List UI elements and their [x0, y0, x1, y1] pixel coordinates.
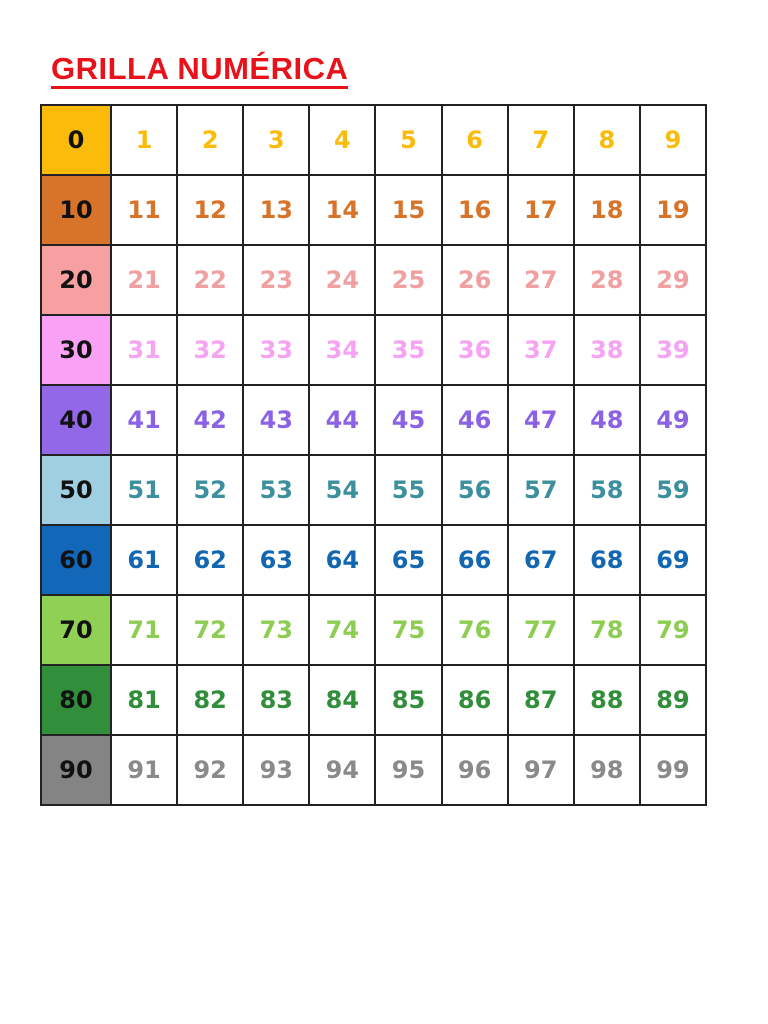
number-cell: 64 — [310, 526, 376, 596]
number-cell: 22 — [178, 246, 244, 316]
number-cell: 61 — [112, 526, 178, 596]
number-cell: 55 — [376, 456, 442, 526]
number-cell: 2 — [178, 106, 244, 176]
number-cell: 94 — [310, 736, 376, 806]
number-cell: 5 — [376, 106, 442, 176]
number-cell: 74 — [310, 596, 376, 666]
number-cell: 32 — [178, 316, 244, 386]
number-cell: 27 — [509, 246, 575, 316]
number-cell: 39 — [641, 316, 707, 386]
number-cell: 76 — [443, 596, 509, 666]
number-cell: 4 — [310, 106, 376, 176]
number-cell: 86 — [443, 666, 509, 736]
number-cell: 72 — [178, 596, 244, 666]
number-cell: 69 — [641, 526, 707, 596]
number-cell: 71 — [112, 596, 178, 666]
number-cell: 1 — [112, 106, 178, 176]
number-cell: 37 — [509, 316, 575, 386]
number-cell: 8 — [575, 106, 641, 176]
number-cell: 12 — [178, 176, 244, 246]
row-header-cell: 60 — [42, 526, 112, 596]
number-cell: 49 — [641, 386, 707, 456]
number-cell: 13 — [244, 176, 310, 246]
number-cell: 35 — [376, 316, 442, 386]
row-header-cell: 40 — [42, 386, 112, 456]
number-cell: 99 — [641, 736, 707, 806]
page-title: GRILLA NUMÉRICA — [51, 52, 348, 89]
number-cell: 82 — [178, 666, 244, 736]
number-cell: 47 — [509, 386, 575, 456]
number-cell: 79 — [641, 596, 707, 666]
number-cell: 14 — [310, 176, 376, 246]
number-cell: 18 — [575, 176, 641, 246]
row-header-cell: 50 — [42, 456, 112, 526]
number-cell: 21 — [112, 246, 178, 316]
row-header-cell: 0 — [42, 106, 112, 176]
number-grid — [40, 104, 707, 806]
number-cell: 63 — [244, 526, 310, 596]
number-cell: 59 — [641, 456, 707, 526]
number-cell: 41 — [112, 386, 178, 456]
number-cell: 38 — [575, 316, 641, 386]
row-header-cell: 30 — [42, 316, 112, 386]
number-cell: 96 — [443, 736, 509, 806]
number-cell: 25 — [376, 246, 442, 316]
number-cell: 84 — [310, 666, 376, 736]
number-cell: 85 — [376, 666, 442, 736]
number-cell: 28 — [575, 246, 641, 316]
number-cell: 75 — [376, 596, 442, 666]
row-header-cell: 70 — [42, 596, 112, 666]
number-cell: 67 — [509, 526, 575, 596]
number-cell: 43 — [244, 386, 310, 456]
number-cell: 23 — [244, 246, 310, 316]
number-cell: 73 — [244, 596, 310, 666]
number-cell: 58 — [575, 456, 641, 526]
number-cell: 97 — [509, 736, 575, 806]
number-cell: 52 — [178, 456, 244, 526]
row-header-cell: 90 — [42, 736, 112, 806]
number-cell: 48 — [575, 386, 641, 456]
number-cell: 36 — [443, 316, 509, 386]
number-cell: 15 — [376, 176, 442, 246]
number-cell: 26 — [443, 246, 509, 316]
row-header-cell: 10 — [42, 176, 112, 246]
number-cell: 46 — [443, 386, 509, 456]
number-cell: 19 — [641, 176, 707, 246]
number-cell: 17 — [509, 176, 575, 246]
number-cell: 33 — [244, 316, 310, 386]
number-cell: 95 — [376, 736, 442, 806]
number-cell: 29 — [641, 246, 707, 316]
number-cell: 66 — [443, 526, 509, 596]
row-header-cell: 20 — [42, 246, 112, 316]
number-cell: 6 — [443, 106, 509, 176]
number-cell: 56 — [443, 456, 509, 526]
number-cell: 62 — [178, 526, 244, 596]
number-cell: 98 — [575, 736, 641, 806]
number-cell: 24 — [310, 246, 376, 316]
number-cell: 44 — [310, 386, 376, 456]
number-cell: 68 — [575, 526, 641, 596]
number-cell: 57 — [509, 456, 575, 526]
number-cell: 9 — [641, 106, 707, 176]
number-cell: 77 — [509, 596, 575, 666]
number-cell: 54 — [310, 456, 376, 526]
number-cell: 65 — [376, 526, 442, 596]
number-cell: 83 — [244, 666, 310, 736]
number-cell: 88 — [575, 666, 641, 736]
number-cell: 93 — [244, 736, 310, 806]
number-cell: 34 — [310, 316, 376, 386]
row-header-cell: 80 — [42, 666, 112, 736]
number-cell: 78 — [575, 596, 641, 666]
number-cell: 91 — [112, 736, 178, 806]
number-cell: 3 — [244, 106, 310, 176]
number-cell: 31 — [112, 316, 178, 386]
number-cell: 89 — [641, 666, 707, 736]
number-cell: 7 — [509, 106, 575, 176]
number-cell: 81 — [112, 666, 178, 736]
number-cell: 92 — [178, 736, 244, 806]
number-cell: 45 — [376, 386, 442, 456]
number-cell: 87 — [509, 666, 575, 736]
number-cell: 53 — [244, 456, 310, 526]
number-cell: 42 — [178, 386, 244, 456]
number-cell: 51 — [112, 456, 178, 526]
number-cell: 16 — [443, 176, 509, 246]
number-cell: 11 — [112, 176, 178, 246]
